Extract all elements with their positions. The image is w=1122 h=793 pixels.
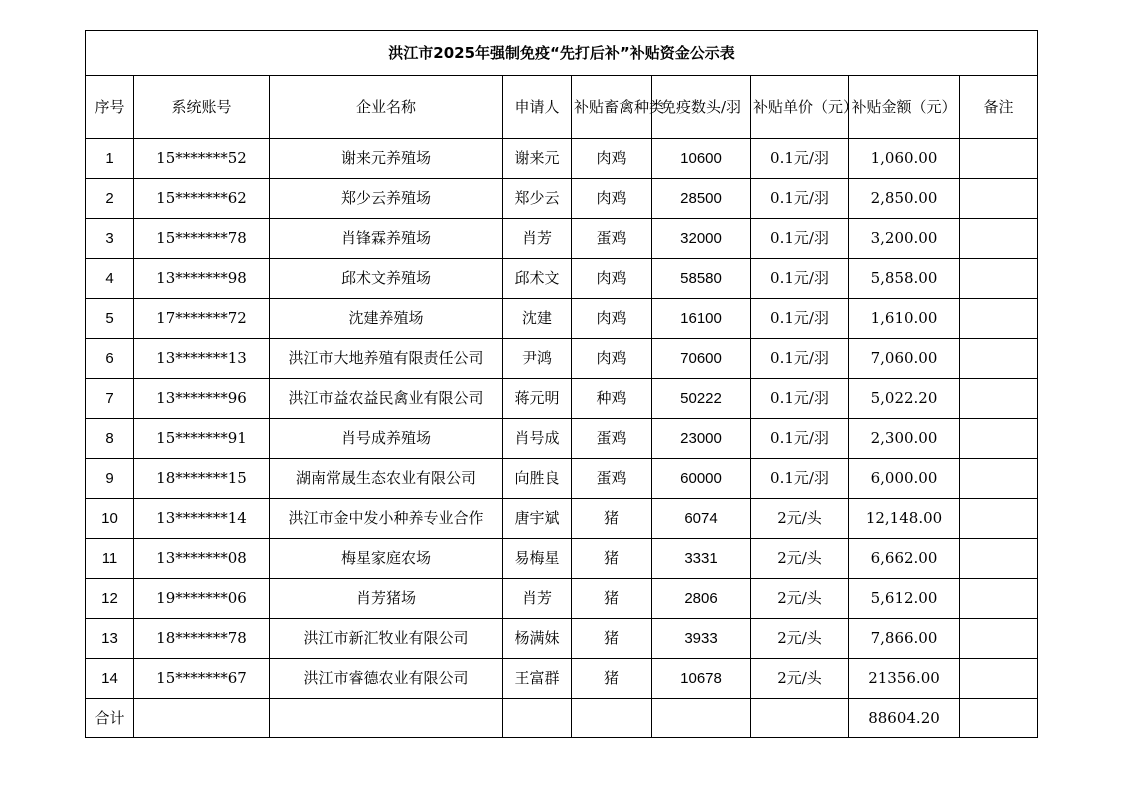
cell-species: 肉鸡	[572, 139, 652, 179]
table-row	[86, 499, 1038, 539]
cell-company: 洪江市金中发小种养专业合作	[270, 499, 503, 539]
cell-amount: 6,662.00	[849, 539, 960, 579]
cell-account: 19*******06	[134, 579, 270, 619]
cell-applicant: 谢来元	[503, 139, 572, 179]
cell-remark	[960, 339, 1038, 379]
cell-unit-price: 2元/头	[751, 619, 849, 659]
cell-unit-price: 2元/头	[751, 659, 849, 699]
cell-applicant: 唐宇斌	[503, 499, 572, 539]
table-row	[86, 419, 1038, 459]
cell-applicant: 肖芳	[503, 219, 572, 259]
header-row	[86, 76, 1038, 139]
cell-company: 肖号成养殖场	[270, 419, 503, 459]
cell-count: 70600	[652, 339, 751, 379]
header-amount: 补贴金额（元）	[849, 76, 960, 139]
cell-seq: 10	[86, 499, 134, 539]
cell-company: 肖芳猪场	[270, 579, 503, 619]
cell-unit-price: 0.1元/羽	[751, 419, 849, 459]
cell-company: 洪江市睿德农业有限公司	[270, 659, 503, 699]
table-row	[86, 179, 1038, 219]
table-title: 洪江市2025年强制免疫“先打后补”补贴资金公示表	[86, 31, 1038, 76]
cell-amount: 1,610.00	[849, 299, 960, 339]
total-empty-cell	[572, 699, 652, 738]
cell-unit-price: 2元/头	[751, 579, 849, 619]
total-empty-cell	[134, 699, 270, 738]
cell-count: 60000	[652, 459, 751, 499]
cell-applicant: 沈建	[503, 299, 572, 339]
cell-applicant: 邱术文	[503, 259, 572, 299]
cell-remark	[960, 139, 1038, 179]
table-row	[86, 379, 1038, 419]
cell-account: 17*******72	[134, 299, 270, 339]
table-row	[86, 459, 1038, 499]
cell-amount: 1,060.00	[849, 139, 960, 179]
cell-account: 15*******62	[134, 179, 270, 219]
cell-company: 洪江市大地养殖有限责任公司	[270, 339, 503, 379]
total-row	[86, 699, 1038, 738]
cell-remark	[960, 579, 1038, 619]
cell-company: 洪江市益农益民禽业有限公司	[270, 379, 503, 419]
cell-unit-price: 2元/头	[751, 539, 849, 579]
cell-amount: 5,858.00	[849, 259, 960, 299]
cell-remark	[960, 379, 1038, 419]
cell-applicant: 易梅星	[503, 539, 572, 579]
cell-seq: 14	[86, 659, 134, 699]
total-empty-cell	[270, 699, 503, 738]
cell-species: 猪	[572, 539, 652, 579]
cell-company: 湖南常晟生态农业有限公司	[270, 459, 503, 499]
cell-account: 18*******78	[134, 619, 270, 659]
cell-amount: 7,866.00	[849, 619, 960, 659]
cell-species: 猪	[572, 499, 652, 539]
cell-species: 猪	[572, 659, 652, 699]
total-empty-cell	[652, 699, 751, 738]
cell-count: 28500	[652, 179, 751, 219]
cell-amount: 6,000.00	[849, 459, 960, 499]
cell-count: 23000	[652, 419, 751, 459]
cell-amount: 2,850.00	[849, 179, 960, 219]
cell-species: 蛋鸡	[572, 419, 652, 459]
cell-species: 猪	[572, 579, 652, 619]
header-count: 免疫数头/羽	[652, 76, 751, 139]
cell-seq: 5	[86, 299, 134, 339]
header-applicant: 申请人	[503, 76, 572, 139]
cell-remark	[960, 499, 1038, 539]
cell-amount: 2,300.00	[849, 419, 960, 459]
cell-species: 肉鸡	[572, 299, 652, 339]
total-empty-cell	[751, 699, 849, 738]
cell-unit-price: 0.1元/羽	[751, 139, 849, 179]
cell-unit-price: 0.1元/羽	[751, 179, 849, 219]
cell-seq: 1	[86, 139, 134, 179]
cell-species: 肉鸡	[572, 259, 652, 299]
cell-applicant: 郑少云	[503, 179, 572, 219]
cell-unit-price: 0.1元/羽	[751, 219, 849, 259]
cell-account: 15*******67	[134, 659, 270, 699]
subsidy-table	[85, 30, 1038, 738]
header-company: 企业名称	[270, 76, 503, 139]
cell-count: 3331	[652, 539, 751, 579]
table-row	[86, 539, 1038, 579]
cell-seq: 4	[86, 259, 134, 299]
cell-applicant: 肖号成	[503, 419, 572, 459]
cell-applicant: 向胜良	[503, 459, 572, 499]
cell-unit-price: 2元/头	[751, 499, 849, 539]
cell-company: 洪江市新汇牧业有限公司	[270, 619, 503, 659]
cell-company: 谢来元养殖场	[270, 139, 503, 179]
cell-remark	[960, 219, 1038, 259]
table-row	[86, 139, 1038, 179]
cell-unit-price: 0.1元/羽	[751, 379, 849, 419]
cell-count: 10678	[652, 659, 751, 699]
cell-company: 梅星家庭农场	[270, 539, 503, 579]
cell-account: 15*******91	[134, 419, 270, 459]
cell-account: 15*******78	[134, 219, 270, 259]
total-label: 合计	[86, 699, 134, 738]
cell-account: 13*******13	[134, 339, 270, 379]
cell-species: 肉鸡	[572, 179, 652, 219]
cell-species: 猪	[572, 619, 652, 659]
cell-applicant: 王富群	[503, 659, 572, 699]
cell-remark	[960, 419, 1038, 459]
cell-remark	[960, 299, 1038, 339]
cell-species: 蛋鸡	[572, 219, 652, 259]
cell-amount: 21356.00	[849, 659, 960, 699]
cell-species: 蛋鸡	[572, 459, 652, 499]
cell-species: 种鸡	[572, 379, 652, 419]
cell-amount: 5,022.20	[849, 379, 960, 419]
cell-applicant: 杨满妹	[503, 619, 572, 659]
cell-seq: 12	[86, 579, 134, 619]
cell-count: 50222	[652, 379, 751, 419]
cell-unit-price: 0.1元/羽	[751, 459, 849, 499]
cell-remark	[960, 179, 1038, 219]
header-seq: 序号	[86, 76, 134, 139]
cell-applicant: 蒋元明	[503, 379, 572, 419]
cell-remark	[960, 659, 1038, 699]
total-amount: 88604.20	[849, 699, 960, 738]
cell-amount: 12,148.00	[849, 499, 960, 539]
cell-remark	[960, 539, 1038, 579]
cell-company: 郑少云养殖场	[270, 179, 503, 219]
cell-seq: 13	[86, 619, 134, 659]
header-account: 系统账号	[134, 76, 270, 139]
cell-count: 32000	[652, 219, 751, 259]
table-row	[86, 219, 1038, 259]
cell-remark	[960, 259, 1038, 299]
cell-count: 16100	[652, 299, 751, 339]
total-empty-cell	[503, 699, 572, 738]
cell-seq: 3	[86, 219, 134, 259]
cell-company: 肖锋霖养殖场	[270, 219, 503, 259]
cell-amount: 5,612.00	[849, 579, 960, 619]
cell-count: 3933	[652, 619, 751, 659]
cell-applicant: 尹鸿	[503, 339, 572, 379]
cell-account: 15*******52	[134, 139, 270, 179]
cell-count: 10600	[652, 139, 751, 179]
cell-company: 邱术文养殖场	[270, 259, 503, 299]
cell-account: 13*******96	[134, 379, 270, 419]
cell-remark	[960, 459, 1038, 499]
cell-account: 18*******15	[134, 459, 270, 499]
cell-count: 58580	[652, 259, 751, 299]
cell-amount: 7,060.00	[849, 339, 960, 379]
header-remark: 备注	[960, 76, 1038, 139]
cell-account: 13*******08	[134, 539, 270, 579]
cell-remark	[960, 619, 1038, 659]
table-row	[86, 659, 1038, 699]
cell-seq: 6	[86, 339, 134, 379]
cell-count: 2806	[652, 579, 751, 619]
cell-seq: 9	[86, 459, 134, 499]
table-row	[86, 339, 1038, 379]
table-row	[86, 299, 1038, 339]
cell-unit-price: 0.1元/羽	[751, 299, 849, 339]
header-unit-price: 补贴单价（元）	[751, 76, 849, 139]
cell-company: 沈建养殖场	[270, 299, 503, 339]
cell-seq: 11	[86, 539, 134, 579]
table-row	[86, 619, 1038, 659]
cell-seq: 8	[86, 419, 134, 459]
cell-amount: 3,200.00	[849, 219, 960, 259]
table-row	[86, 579, 1038, 619]
cell-seq: 7	[86, 379, 134, 419]
cell-applicant: 肖芳	[503, 579, 572, 619]
cell-unit-price: 0.1元/羽	[751, 339, 849, 379]
cell-species: 肉鸡	[572, 339, 652, 379]
header-species: 补贴畜禽种类	[572, 76, 652, 139]
cell-seq: 2	[86, 179, 134, 219]
table-row	[86, 259, 1038, 299]
total-empty-cell	[960, 699, 1038, 738]
cell-unit-price: 0.1元/羽	[751, 259, 849, 299]
cell-count: 6074	[652, 499, 751, 539]
cell-account: 13*******98	[134, 259, 270, 299]
cell-account: 13*******14	[134, 499, 270, 539]
